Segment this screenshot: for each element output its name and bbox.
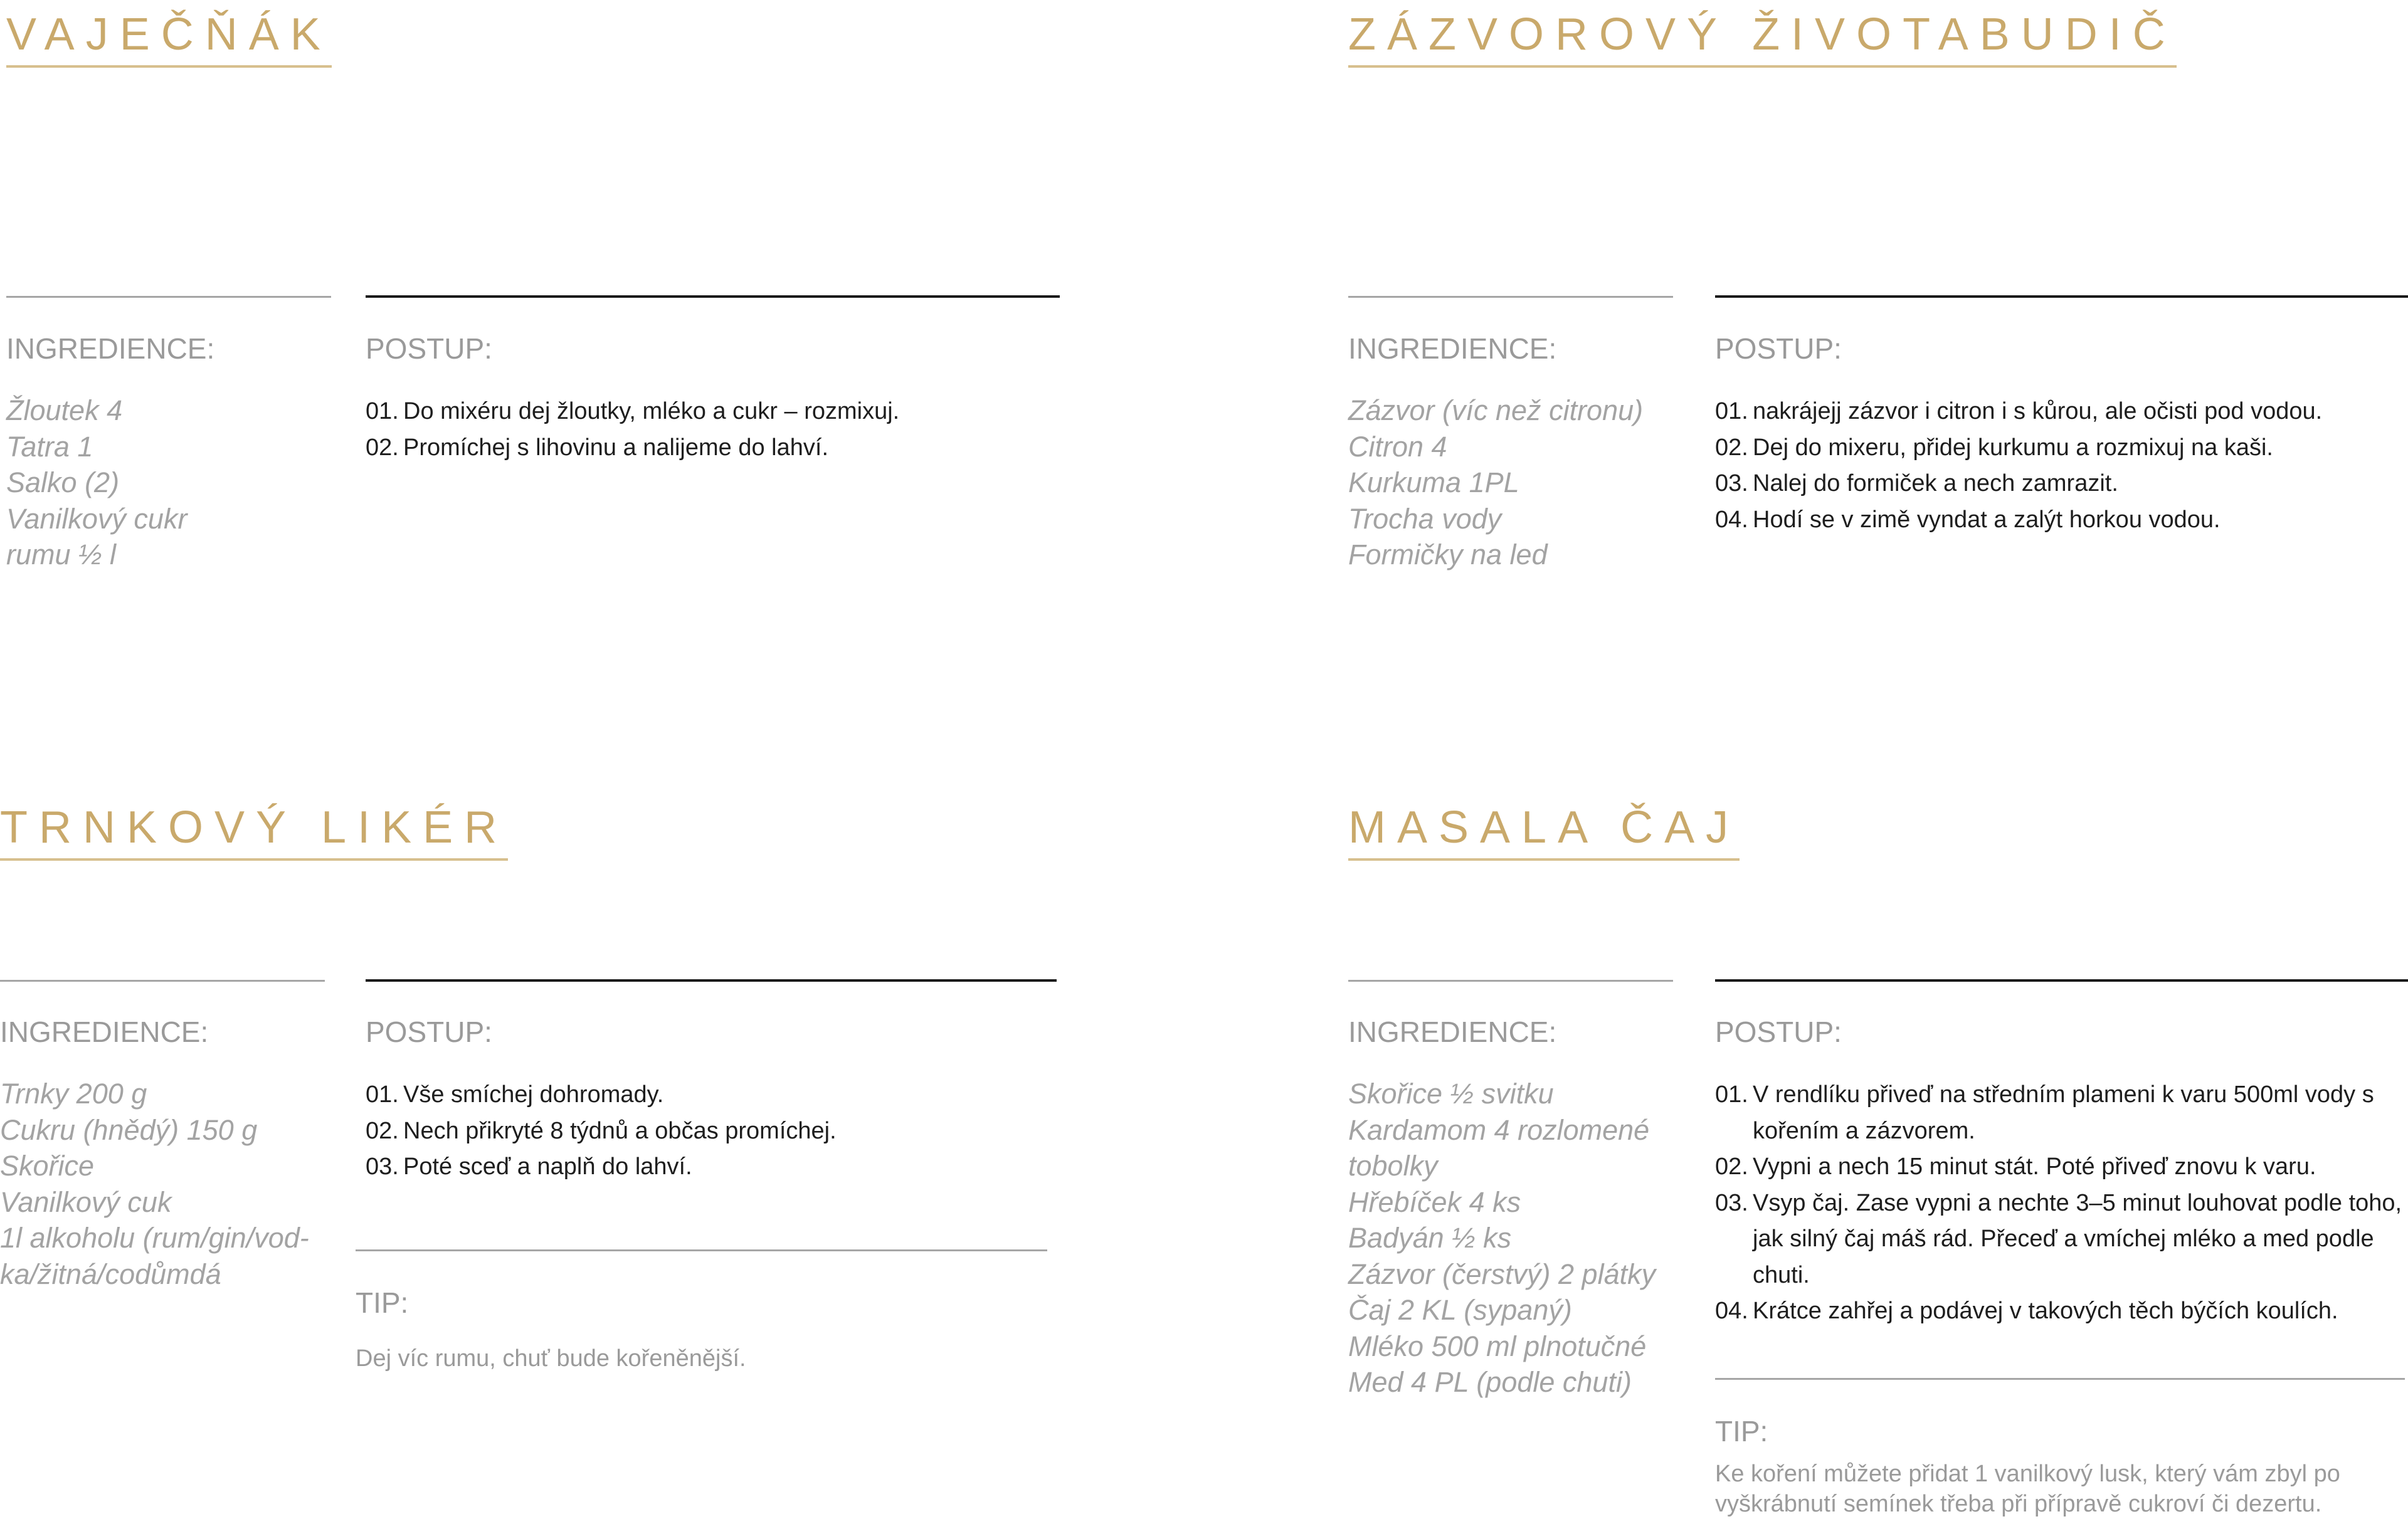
- step-number: 01.: [366, 398, 399, 424]
- ingredient-item: Čaj 2 KL (sypaný): [1348, 1294, 1572, 1326]
- ingredient-item: Hřebíček 4 ks: [1348, 1185, 1521, 1218]
- ingredient-item: Vanilkový cuk: [0, 1185, 172, 1218]
- ingredient-item: Salko (2): [6, 466, 120, 498]
- steps-label: POSTUP:: [366, 332, 492, 365]
- step-item: [366, 394, 1060, 430]
- ingredient-item: Citron 4: [1348, 430, 1447, 463]
- step-item: [366, 1113, 1057, 1150]
- ingredients-label: INGREDIENCE:: [0, 1016, 209, 1048]
- step-text: Poté sceď a naplň do lahví.: [403, 1154, 692, 1180]
- step-number: 03.: [366, 1154, 399, 1180]
- tip-text: Ke koření můžete přidat 1 vanilkový lusk, který vám zbyl po vyškrábnutí semínek třeba při přípravě cukroví či dezertu.: [1715, 1461, 2340, 1517]
- ingredient-list: [6, 392, 187, 573]
- ingredient-item: Tatra 1: [6, 430, 93, 463]
- step-item: [366, 430, 1060, 466]
- recipe-title: ZÁZVOROVÝ ŽIVOTABUDIČ: [1348, 6, 2177, 68]
- ingredients-label: INGREDIENCE:: [6, 332, 215, 365]
- steps-list: [1715, 394, 2408, 538]
- ingredient-item: Zázvor (víc než citronu): [1348, 394, 1644, 426]
- ingredient-item: ka/žitná/codůmdá: [0, 1258, 221, 1290]
- step-item: [1715, 1077, 2408, 1149]
- ingredients-divider: [6, 296, 331, 298]
- steps-list: [1715, 1077, 2408, 1330]
- steps-divider: [1715, 295, 2408, 298]
- ingredient-list: [1348, 1076, 1656, 1401]
- step-item: [366, 1077, 1057, 1113]
- step-item: [1715, 1185, 2408, 1294]
- ingredient-item: Zázvor (čerstvý) 2 plátky: [1348, 1258, 1656, 1290]
- step-number: 01.: [366, 1081, 399, 1108]
- step-text: Vypni a nech 15 minut stát. Poté přiveď znovu k varu.: [1753, 1154, 2316, 1180]
- recipe-title: VAJEČŇÁK: [6, 6, 332, 68]
- ingredients-divider: [0, 980, 325, 982]
- ingredient-item: Formičky na led: [1348, 539, 1548, 570]
- step-number: 02.: [1715, 434, 1748, 461]
- ingredients-divider: [1348, 296, 1673, 298]
- ingredient-item: Vanilkový cukr: [6, 502, 187, 535]
- steps-divider: [366, 295, 1060, 298]
- ingredient-item: Trocha vody: [1348, 502, 1502, 535]
- recipe-masala-caj: [1348, 799, 2408, 1517]
- step-item: [1715, 1149, 2408, 1185]
- tip-divider: [356, 1249, 1047, 1251]
- step-number: 02.: [366, 434, 399, 461]
- step-number: 03.: [1715, 470, 1748, 497]
- step-number: 04.: [1715, 1298, 1748, 1324]
- step-text: Nalej do formiček a nech zamrazit.: [1753, 470, 2118, 497]
- ingredient-item: 1l alkoholu (rum/gin/vod-: [0, 1222, 309, 1254]
- steps-divider: [1715, 979, 2408, 982]
- step-number: 04.: [1715, 506, 1748, 533]
- ingredient-list: [1348, 392, 1643, 573]
- step-text: Do mixéru dej žloutky, mléko a cukr – rozmixuj.: [403, 398, 900, 424]
- step-item: [1715, 1293, 2408, 1330]
- step-number: 01.: [1715, 1081, 1748, 1108]
- step-item: [1715, 466, 2408, 502]
- tip-label: TIP:: [1715, 1415, 1768, 1448]
- recipe-title: TRNKOVÝ LIKÉR: [0, 799, 508, 861]
- steps-list: [366, 394, 1060, 466]
- recipe-vajecnak: [6, 6, 1072, 633]
- ingredient-item: tobolky: [1348, 1150, 1438, 1182]
- step-text: Krátce zahřej a podávej v takových těch býčích koulích.: [1753, 1298, 2338, 1324]
- recipe-zazvorovy-zivotabudic: [1348, 6, 2408, 633]
- step-text: Promíchej s lihovinu a nalijeme do lahví.: [403, 434, 829, 461]
- ingredient-item: Badyán ½ ks: [1348, 1222, 1512, 1254]
- ingredient-item: Skořice: [0, 1150, 95, 1182]
- ingredient-item: Skořice ½ svitku: [1348, 1078, 1554, 1110]
- ingredient-item: rumu ½ l: [6, 539, 117, 570]
- step-number: 03.: [1715, 1189, 1748, 1216]
- step-text: nakrájejj zázvor i citron i s kůrou, ale očisti pod vodou.: [1753, 398, 2323, 424]
- step-item: [366, 1149, 1057, 1185]
- ingredient-item: Mléko 500 ml plnotučné: [1348, 1330, 1647, 1362]
- ingredients-divider: [1348, 980, 1673, 982]
- step-item: [1715, 502, 2408, 539]
- step-text: Hodí se v zimě vyndat a zalýt horkou vodou.: [1753, 506, 2221, 533]
- recipe-trnkovy-liker: [0, 799, 1066, 1489]
- step-text: Vše smíchej dohromady.: [403, 1081, 664, 1108]
- recipe-title: MASALA ČAJ: [1348, 799, 1740, 861]
- step-item: [1715, 394, 2408, 430]
- tip-divider: [1715, 1378, 2405, 1380]
- tip-text: Dej víc rumu, chuť bude kořeněnější.: [356, 1345, 746, 1372]
- steps-list: [366, 1077, 1057, 1185]
- ingredients-label: INGREDIENCE:: [1348, 332, 1557, 365]
- step-item: [1715, 430, 2408, 466]
- steps-divider: [366, 979, 1057, 982]
- step-number: 02.: [366, 1117, 399, 1144]
- ingredient-item: Med 4 PL (podle chuti): [1348, 1366, 1632, 1398]
- steps-label: POSTUP:: [1715, 332, 1842, 365]
- step-text: Vsyp čaj. Zase vypni a nechte 3–5 minut louhovat podle toho, jak silný čaj máš rád. Přeceď a vmíchej mléko a med podle chuti.: [1753, 1189, 2402, 1288]
- step-text: Nech přikryté 8 týdnů a občas promíchej.: [403, 1117, 837, 1144]
- steps-label: POSTUP:: [1715, 1016, 1842, 1048]
- ingredients-label: INGREDIENCE:: [1348, 1016, 1557, 1048]
- ingredient-list: [0, 1076, 309, 1292]
- step-number: 02.: [1715, 1154, 1748, 1180]
- ingredient-item: Cukru (hnědý) 150 g: [0, 1113, 258, 1146]
- step-number: 01.: [1715, 398, 1748, 424]
- ingredient-item: Kardamom 4 rozlomené: [1348, 1113, 1650, 1146]
- ingredient-item: Žloutek 4: [6, 394, 123, 426]
- steps-label: POSTUP:: [366, 1016, 492, 1048]
- step-text: Dej do mixeru, přidej kurkumu a rozmixuj na kaši.: [1753, 434, 2273, 461]
- tip-label: TIP:: [356, 1286, 409, 1319]
- ingredient-item: Trnky 200 g: [0, 1078, 147, 1110]
- ingredient-item: Kurkuma 1PL: [1348, 466, 1519, 498]
- step-text: V rendlíku přiveď na středním plameni k varu 500ml vody s kořením a zázvorem.: [1753, 1081, 2374, 1144]
